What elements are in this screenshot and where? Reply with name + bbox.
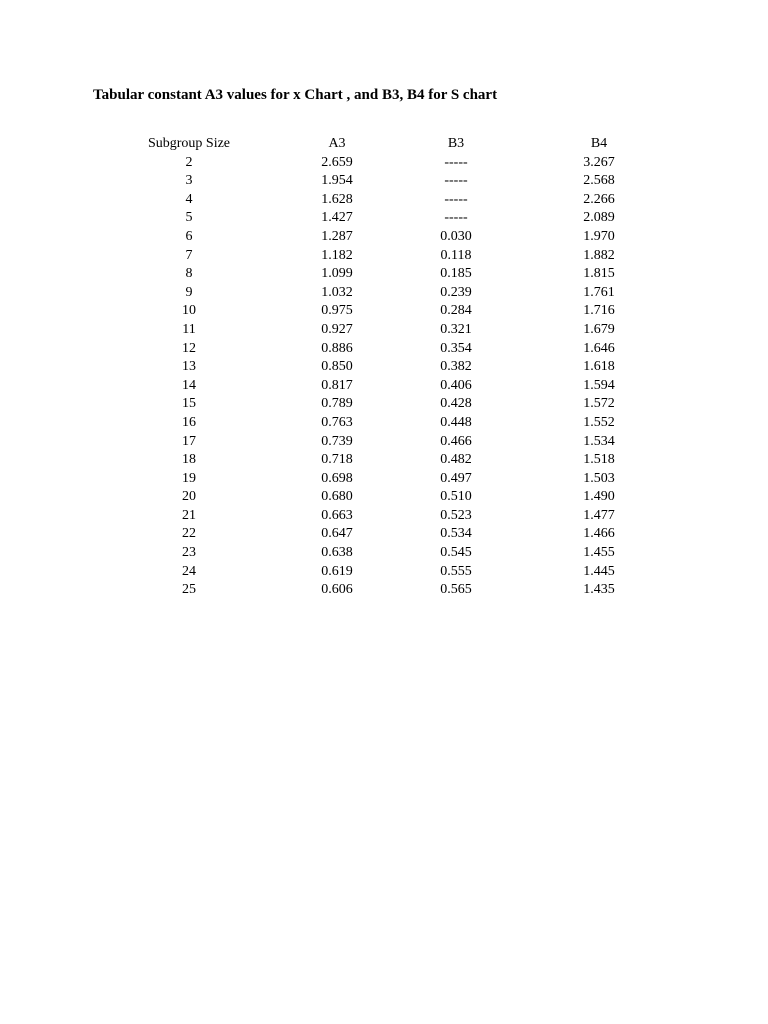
a3-cell: 0.606 — [321, 582, 353, 598]
a3-cell: 1.099 — [321, 266, 353, 282]
subgroup-size-cell: 3 — [185, 173, 193, 189]
constants-table — [0, 135, 768, 600]
b4-cell: 1.490 — [583, 489, 615, 505]
b3-cell: ----- — [444, 191, 468, 207]
b3-cell: 0.555 — [440, 563, 472, 579]
header-a3: A3 — [328, 136, 346, 151]
a3-cell: 0.718 — [321, 452, 353, 468]
b3-cell: 0.482 — [440, 452, 472, 468]
b4-cell: 1.466 — [583, 526, 615, 542]
b4-cell: 1.970 — [583, 228, 615, 244]
header-b4: B4 — [590, 136, 608, 151]
subgroup-size-cell: 6 — [185, 228, 193, 244]
table-row — [0, 228, 768, 247]
b3-cell: 0.030 — [440, 228, 472, 244]
table-row — [0, 433, 768, 452]
subgroup-size-cell: 25 — [182, 582, 196, 598]
subgroup-size-cell: 22 — [182, 526, 196, 542]
a3-cell: 0.763 — [321, 414, 353, 430]
table-row — [0, 581, 768, 600]
subgroup-size-cell: 2 — [185, 154, 193, 170]
table-row — [0, 247, 768, 266]
subgroup-size-cell: 24 — [182, 563, 196, 579]
a3-cell: 0.663 — [321, 507, 353, 523]
b3-cell: 0.534 — [440, 526, 472, 542]
a3-cell: 0.638 — [321, 545, 353, 561]
subgroup-size-cell: 13 — [182, 359, 196, 375]
b4-cell: 1.518 — [583, 452, 615, 468]
b4-cell: 1.445 — [583, 563, 615, 579]
a3-cell: 0.886 — [321, 340, 353, 356]
subgroup-size-cell: 14 — [182, 377, 196, 393]
table-row — [0, 414, 768, 433]
b3-cell: 0.466 — [440, 433, 472, 449]
table-row — [0, 321, 768, 340]
table-body — [0, 154, 768, 600]
table-row — [0, 544, 768, 563]
b4-cell: 2.266 — [583, 191, 615, 207]
b3-cell: 0.510 — [440, 489, 472, 505]
b3-cell: 0.448 — [440, 414, 472, 430]
a3-cell: 0.647 — [321, 526, 353, 542]
subgroup-size-cell: 23 — [182, 545, 196, 561]
b4-cell: 1.761 — [583, 284, 615, 300]
table-row — [0, 507, 768, 526]
b3-cell: ----- — [444, 173, 468, 189]
b3-cell: 0.354 — [440, 340, 472, 356]
table-row — [0, 154, 768, 173]
subgroup-size-cell: 17 — [182, 433, 196, 449]
b3-cell: 0.428 — [440, 396, 472, 412]
b3-cell: 0.284 — [440, 303, 472, 319]
a3-cell: 0.975 — [321, 303, 353, 319]
a3-cell: 1.032 — [321, 284, 353, 300]
a3-cell: 0.927 — [321, 321, 353, 337]
b4-cell: 1.534 — [583, 433, 615, 449]
table-header-row — [0, 135, 768, 154]
a3-cell: 1.182 — [321, 247, 353, 263]
table-row — [0, 340, 768, 359]
table-row — [0, 563, 768, 582]
subgroup-size-cell: 16 — [182, 414, 196, 430]
b4-cell: 2.568 — [583, 173, 615, 189]
header-subgroup-size: Subgroup Size — [147, 136, 231, 151]
a3-cell: 1.427 — [321, 210, 353, 226]
subgroup-size-cell: 11 — [182, 321, 196, 337]
subgroup-size-cell: 5 — [185, 210, 193, 226]
table-row — [0, 265, 768, 284]
header-b3: B3 — [447, 136, 465, 151]
table-row — [0, 358, 768, 377]
b3-cell: 0.239 — [440, 284, 472, 300]
a3-cell: 0.789 — [321, 396, 353, 412]
a3-cell: 0.817 — [321, 377, 353, 393]
subgroup-size-cell: 20 — [182, 489, 196, 505]
b3-cell: 0.545 — [440, 545, 472, 561]
b4-cell: 1.679 — [583, 321, 615, 337]
b4-cell: 1.716 — [583, 303, 615, 319]
a3-cell: 0.680 — [321, 489, 353, 505]
b4-cell: 1.618 — [583, 359, 615, 375]
b4-cell: 1.572 — [583, 396, 615, 412]
subgroup-size-cell: 18 — [182, 452, 196, 468]
subgroup-size-cell: 7 — [185, 247, 193, 263]
b3-cell: 0.497 — [440, 470, 472, 486]
subgroup-size-cell: 4 — [185, 191, 193, 207]
table-row — [0, 172, 768, 191]
a3-cell: 0.619 — [321, 563, 353, 579]
b4-cell: 1.594 — [583, 377, 615, 393]
a3-cell: 0.850 — [321, 359, 353, 375]
a3-cell: 1.954 — [321, 173, 353, 189]
b4-cell: 1.815 — [583, 266, 615, 282]
b4-cell: 1.477 — [583, 507, 615, 523]
subgroup-size-cell: 21 — [182, 507, 196, 523]
document-title: Tabular constant A3 values for x Chart , and B3, B4 for S chart — [93, 87, 498, 103]
subgroup-size-cell: 9 — [185, 284, 193, 300]
table-row — [0, 451, 768, 470]
b3-cell: 0.321 — [440, 321, 472, 337]
table-row — [0, 191, 768, 210]
b3-cell: ----- — [444, 154, 468, 170]
a3-cell: 1.287 — [321, 228, 353, 244]
b3-cell: 0.406 — [440, 377, 472, 393]
b4-cell: 1.435 — [583, 582, 615, 598]
table-row — [0, 284, 768, 303]
table-row — [0, 488, 768, 507]
subgroup-size-cell: 10 — [182, 303, 196, 319]
table-row — [0, 525, 768, 544]
b4-cell: 1.882 — [583, 247, 615, 263]
a3-cell: 1.628 — [321, 191, 353, 207]
b3-cell: 0.185 — [440, 266, 472, 282]
b4-cell: 3.267 — [583, 154, 615, 170]
b4-cell: 1.455 — [583, 545, 615, 561]
table-row — [0, 395, 768, 414]
subgroup-size-cell: 12 — [182, 340, 196, 356]
subgroup-size-cell: 8 — [185, 266, 193, 282]
b3-cell: 0.523 — [440, 507, 472, 523]
table-row — [0, 377, 768, 396]
table-row — [0, 470, 768, 489]
b3-cell: 0.118 — [440, 247, 472, 263]
b3-cell: 0.382 — [440, 359, 472, 375]
b4-cell: 1.646 — [583, 340, 615, 356]
subgroup-size-cell: 15 — [182, 396, 196, 412]
a3-cell: 2.659 — [321, 154, 353, 170]
b3-cell: 0.565 — [440, 582, 472, 598]
b4-cell: 2.089 — [583, 210, 615, 226]
a3-cell: 0.739 — [321, 433, 353, 449]
subgroup-size-cell: 19 — [182, 470, 196, 486]
b4-cell: 1.503 — [583, 470, 615, 486]
table-row — [0, 302, 768, 321]
b4-cell: 1.552 — [583, 414, 615, 430]
a3-cell: 0.698 — [321, 470, 353, 486]
b3-cell: ----- — [444, 210, 468, 226]
table-row — [0, 209, 768, 228]
